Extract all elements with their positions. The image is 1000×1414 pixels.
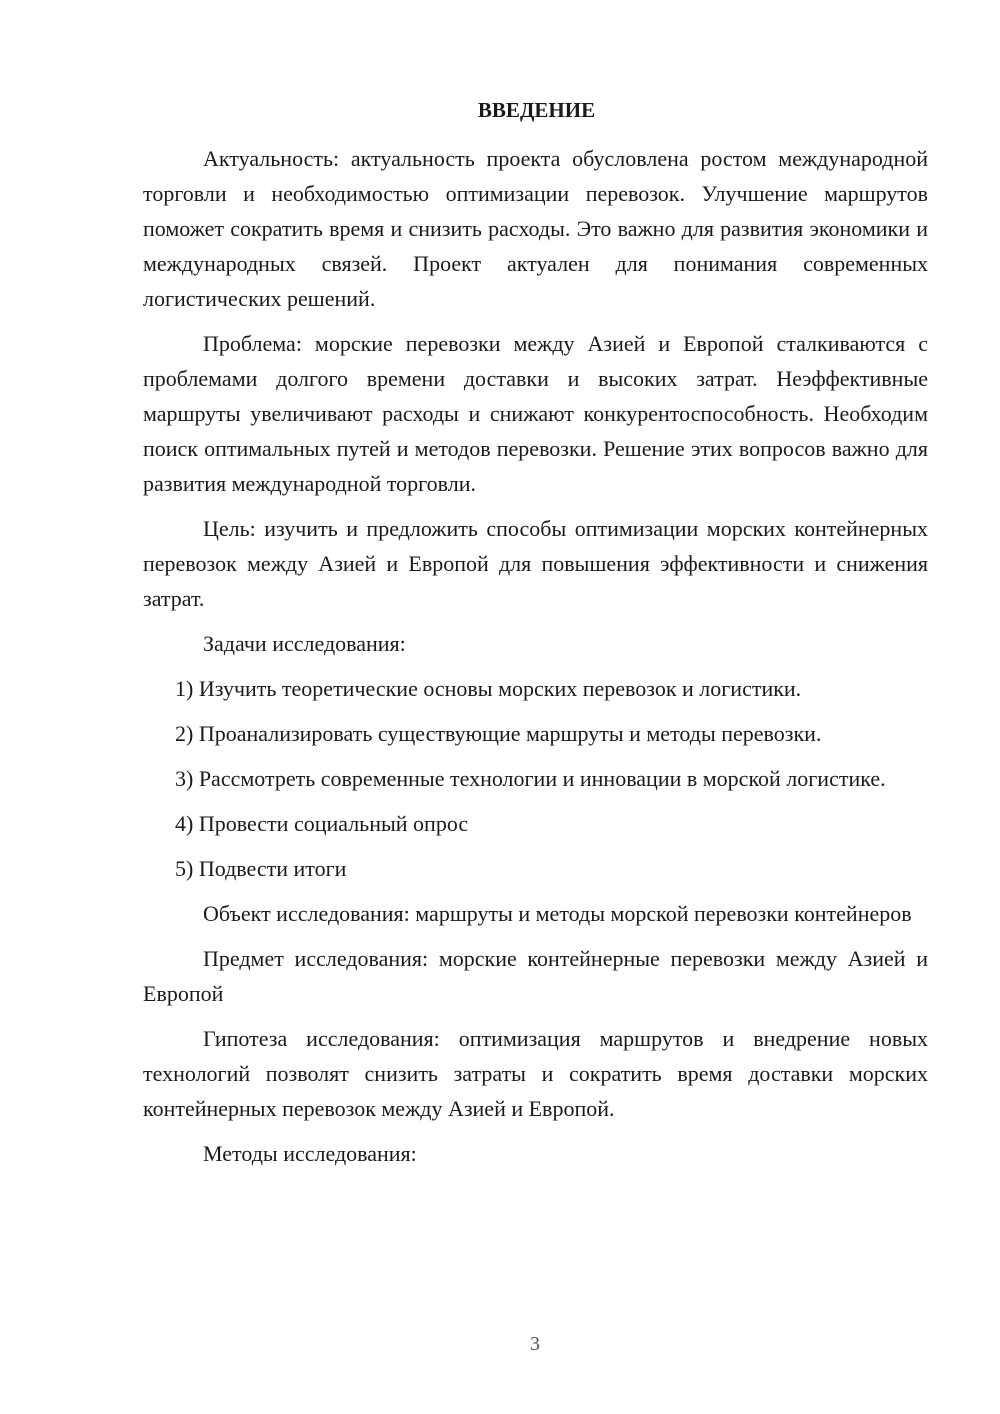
- goal-paragraph: Цель: изучить и предложить способы оптимизации морских контейнерных перевозок между Азией и Европой для повышения эффективности и снижения затрат.: [143, 516, 928, 611]
- object-paragraph: Объект исследования: маршруты и методы морской перевозки контейнеров: [203, 901, 912, 926]
- task-item-3: 3) Рассмотреть современные технологии и инновации в морской логистике.: [175, 766, 886, 791]
- subject-paragraph: Предмет исследования: морские контейнерные перевозки между Азией и Европой: [143, 946, 928, 1006]
- page-number: 3: [530, 1333, 540, 1355]
- methods-heading: Методы исследования:: [203, 1141, 417, 1166]
- task-item-1: 1) Изучить теоретические основы морских перевозок и логистики.: [175, 676, 802, 701]
- problem-paragraph: Проблема: морские перевозки между Азией и Европой сталкиваются с проблемами долгого времени доставки и высоких затрат. Неэффективные маршруты увеличивают расходы и снижают конкурентоспособность. Необходим поиск оптимальных путей и методов перевозки. Решение этих вопросов важно для развития международной торговли.: [143, 331, 928, 496]
- page-title: ВВЕДЕНИЕ: [477, 98, 596, 122]
- task-item-4: 4) Провести социальный опрос: [175, 811, 469, 836]
- relevance-paragraph: Актуальность: актуальность проекта обусловлена ростом международной торговли и необходимостью оптимизации перевозок. Улучшение маршрутов поможет сократить время и снизить расходы. Это важно для развития экономики и международных связей. Проект актуален для понимания современных логистических решений.: [143, 146, 928, 311]
- hypothesis-paragraph: Гипотеза исследования: оптимизация маршрутов и внедрение новых технологий позволят снизить затраты и сократить время доставки морских контейнерных перевозок между Азией и Европой.: [143, 1026, 928, 1121]
- task-item-5: 5) Подвести итоги: [175, 856, 347, 881]
- tasks-heading: Задачи исследования:: [203, 631, 406, 656]
- task-item-2: 2) Проанализировать существующие маршруты и методы перевозки.: [175, 721, 822, 746]
